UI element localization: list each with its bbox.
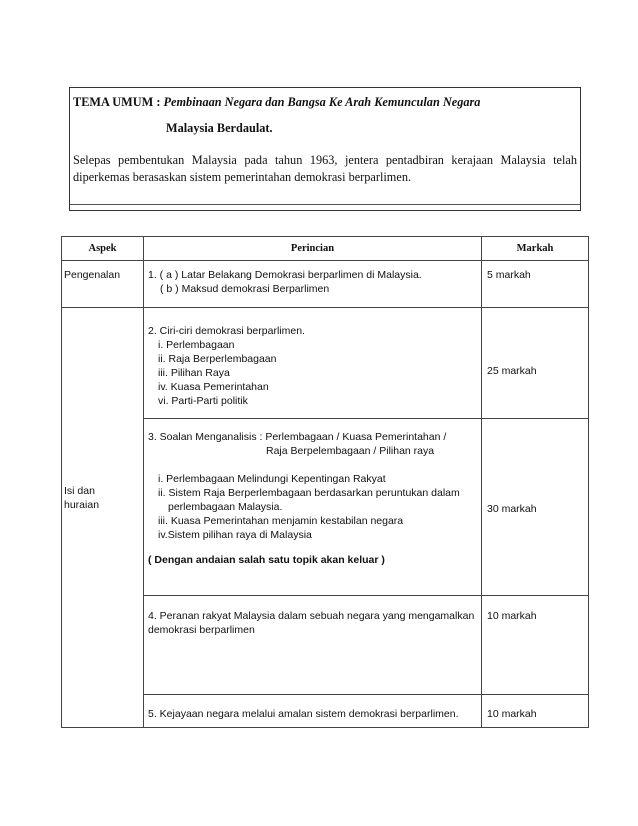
pengenalan-line-a: 1. ( a ) Latar Belakang Demokrasi berparlimen di Malaysia.	[148, 269, 422, 281]
theme-title-line2: Malaysia Berdaulat.	[166, 121, 273, 135]
perincian-row2	[144, 308, 482, 419]
row3-item-1: i. Perlembagaan Melindungi Kepentingan Rakyat	[158, 473, 386, 485]
perincian-row3	[144, 419, 482, 596]
header-markah: Markah	[482, 237, 589, 261]
theme-title	[73, 95, 480, 110]
pengenalan-line-b: ( b ) Maksud demokrasi Berparlimen	[160, 283, 330, 295]
header-aspek: Aspek	[62, 237, 144, 261]
row2-item-2: ii. Raja Berperlembagaan	[158, 353, 277, 365]
markah-pengenalan-value: 5 markah	[487, 269, 531, 281]
row3-title-line2: Raja Berpelembagaan / Pilihan raya	[266, 445, 435, 457]
markah-row2-value: 25 markah	[487, 365, 537, 377]
row3-note: ( Dengan andaian salah satu topik akan keluar )	[148, 554, 385, 566]
row2-item-5: vi. Parti-Parti politik	[158, 395, 248, 407]
table-row-2	[62, 308, 589, 419]
markah-row3	[482, 419, 589, 596]
markah-pengenalan	[482, 261, 589, 308]
row2-item-3: iii. Pilihan Raya	[158, 367, 230, 379]
row3-item-3: iii. Kuasa Pemerintahan menjamin kestabilan negara	[158, 515, 404, 527]
row4-line1: 4. Peranan rakyat Malaysia dalam sebuah negara yang mengamalkan	[148, 610, 475, 622]
markah-row4-value: 10 markah	[487, 610, 537, 622]
row2-item-4: iv. Kuasa Pemerintahan	[158, 381, 269, 393]
theme-label: TEMA UMUM :	[73, 95, 161, 109]
row3-item-2-cont: perlembagaan Malaysia.	[168, 501, 283, 513]
aspek-isi	[62, 308, 144, 728]
theme-title-line1: Pembinaan Negara dan Bangsa Ke Arah Kemunculan Negara	[163, 95, 481, 109]
row2-title: 2. Ciri-ciri demokrasi berparlimen.	[148, 325, 305, 337]
row3-item-2: ii. Sistem Raja Berperlembagaan berdasarkan peruntukan dalam	[158, 487, 460, 499]
theme-paragraph: Selepas pembentukan Malaysia pada tahun 1963, jentera pentadbiran kerajaan Malaysia telah diperkemas berasaskan sistem pemerintahan demokrasi berparlimen.	[73, 153, 577, 184]
table-header-row	[62, 237, 589, 261]
theme-box	[69, 87, 581, 211]
row3-title-line1: 3. Soalan Menganalisis : Perlembagaan / Kuasa Pemerintahan /	[148, 431, 447, 443]
markah-row5	[482, 695, 589, 728]
theme-divider	[70, 204, 580, 205]
markah-row3-value: 30 markah	[487, 503, 537, 515]
marking-table	[61, 236, 589, 728]
row4-line2: demokrasi berparlimen	[148, 624, 255, 636]
aspek-isi-line2: huraian	[64, 498, 100, 511]
table-row-pengenalan	[62, 261, 589, 308]
markah-row5-value: 10 markah	[487, 708, 537, 720]
aspek-isi-line1: Isi dan	[64, 484, 95, 497]
markah-row4	[482, 596, 589, 695]
row2-item-1: i. Perlembagaan	[158, 339, 235, 351]
markah-row2	[482, 308, 589, 419]
perincian-row5	[144, 695, 482, 728]
perincian-pengenalan	[144, 261, 482, 308]
row3-item-4: iv.Sistem pilihan raya di Malaysia	[158, 529, 312, 541]
header-perincian: Perincian	[144, 237, 482, 261]
row5-text: 5. Kejayaan negara melalui amalan sistem demokrasi berparlimen.	[148, 708, 459, 720]
aspek-pengenalan-label: Pengenalan	[64, 269, 121, 281]
perincian-row4	[144, 596, 482, 695]
aspek-pengenalan	[62, 261, 144, 308]
